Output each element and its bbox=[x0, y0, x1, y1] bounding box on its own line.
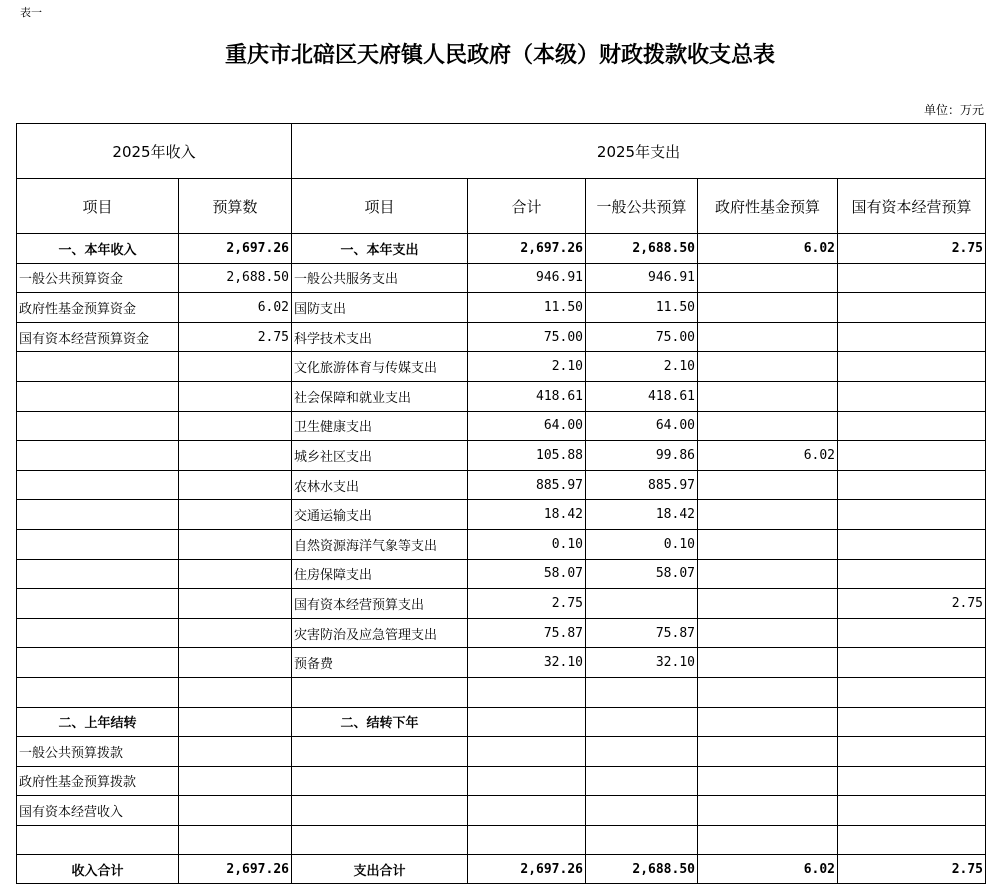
expense-group-header: 2025年支出 bbox=[292, 124, 986, 179]
table-row bbox=[17, 234, 986, 264]
state-capital-cell bbox=[838, 825, 986, 855]
expense-item-cell bbox=[292, 737, 468, 767]
expense-item-cell: 二、结转下年 bbox=[292, 707, 468, 737]
fund-budget-cell bbox=[698, 796, 838, 826]
expense-item-cell: 一般公共服务支出 bbox=[292, 263, 468, 293]
state-capital-cell bbox=[838, 648, 986, 678]
fund-budget-cell: 6.02 bbox=[698, 234, 838, 264]
expense-item-cell: 农林水支出 bbox=[292, 470, 468, 500]
state-capital-cell bbox=[838, 352, 986, 382]
fund-budget-cell bbox=[698, 411, 838, 441]
total-income-item-cell: 收入合计 bbox=[17, 855, 179, 884]
table-row bbox=[17, 352, 986, 382]
expense-item-cell: 预备费 bbox=[292, 648, 468, 678]
general-budget-cell: 418.61 bbox=[586, 381, 698, 411]
income-budget-cell bbox=[179, 648, 292, 678]
income-budget-cell bbox=[179, 796, 292, 826]
fund-budget-cell bbox=[698, 589, 838, 619]
income-item-cell: 一、本年收入 bbox=[17, 234, 179, 264]
fund-budget-cell bbox=[698, 381, 838, 411]
income-group-header: 2025年收入 bbox=[17, 124, 292, 179]
total-general-budget-cell: 2,688.50 bbox=[586, 855, 698, 884]
expense-item-cell: 社会保障和就业支出 bbox=[292, 381, 468, 411]
income-item-cell: 二、上年结转 bbox=[17, 707, 179, 737]
expense-item-cell: 国防支出 bbox=[292, 293, 468, 323]
total-income-budget-cell: 2,697.26 bbox=[179, 855, 292, 884]
table-row bbox=[17, 559, 986, 589]
fund-budget-cell bbox=[698, 322, 838, 352]
income-item-cell bbox=[17, 677, 179, 707]
fund-budget-cell bbox=[698, 677, 838, 707]
total-cell: 885.97 bbox=[468, 470, 586, 500]
table-row bbox=[17, 737, 986, 767]
total-state-capital-cell: 2.75 bbox=[838, 855, 986, 884]
total-cell: 105.88 bbox=[468, 441, 586, 471]
expense-item-cell: 城乡社区支出 bbox=[292, 441, 468, 471]
expense-item-cell: 科学技术支出 bbox=[292, 322, 468, 352]
state-capital-cell bbox=[838, 263, 986, 293]
fund-budget-cell bbox=[698, 500, 838, 530]
state-capital-cell bbox=[838, 441, 986, 471]
state-capital-header: 国有资本经营预算 bbox=[838, 179, 986, 234]
fund-budget-cell bbox=[698, 618, 838, 648]
total-cell: 2.10 bbox=[468, 352, 586, 382]
state-capital-cell bbox=[838, 293, 986, 323]
general-budget-cell: 64.00 bbox=[586, 411, 698, 441]
income-item-cell: 一般公共预算资金 bbox=[17, 263, 179, 293]
income-budget-cell bbox=[179, 500, 292, 530]
general-budget-cell: 885.97 bbox=[586, 470, 698, 500]
fund-budget-cell bbox=[698, 293, 838, 323]
expense-item-cell bbox=[292, 766, 468, 796]
table-row bbox=[17, 648, 986, 678]
general-budget-cell: 11.50 bbox=[586, 293, 698, 323]
table-row bbox=[17, 529, 986, 559]
income-item-cell: 政府性基金预算资金 bbox=[17, 293, 179, 323]
income-item-cell bbox=[17, 618, 179, 648]
income-budget-cell bbox=[179, 618, 292, 648]
general-budget-cell: 58.07 bbox=[586, 559, 698, 589]
total-cell bbox=[468, 766, 586, 796]
income-item-header: 项目 bbox=[17, 179, 179, 234]
expense-item-cell: 自然资源海洋气象等支出 bbox=[292, 529, 468, 559]
total-cell bbox=[468, 737, 586, 767]
income-item-cell bbox=[17, 441, 179, 471]
total-cell: 0.10 bbox=[468, 529, 586, 559]
income-budget-cell bbox=[179, 381, 292, 411]
income-budget-cell: 2,697.26 bbox=[179, 234, 292, 264]
state-capital-cell bbox=[838, 529, 986, 559]
expense-item-cell bbox=[292, 796, 468, 826]
income-budget-cell: 2.75 bbox=[179, 322, 292, 352]
income-item-cell bbox=[17, 411, 179, 441]
expense-item-cell: 文化旅游体育与传媒支出 bbox=[292, 352, 468, 382]
table-tag: 表一 bbox=[20, 6, 42, 19]
expense-item-cell: 住房保障支出 bbox=[292, 559, 468, 589]
fund-budget-cell bbox=[698, 470, 838, 500]
expense-item-cell bbox=[292, 677, 468, 707]
state-capital-cell bbox=[838, 677, 986, 707]
expense-item-cell: 一、本年支出 bbox=[292, 234, 468, 264]
general-budget-cell bbox=[586, 737, 698, 767]
total-total-cell: 2,697.26 bbox=[468, 855, 586, 884]
header-row-columns bbox=[17, 179, 986, 234]
fund-budget-cell bbox=[698, 559, 838, 589]
unit-label: 单位：万元 bbox=[923, 103, 984, 117]
income-budget-cell bbox=[179, 470, 292, 500]
expense-item-cell: 卫生健康支出 bbox=[292, 411, 468, 441]
table-row bbox=[17, 470, 986, 500]
income-budget-cell bbox=[179, 529, 292, 559]
expense-item-cell: 灾害防治及应急管理支出 bbox=[292, 618, 468, 648]
table-row bbox=[17, 589, 986, 619]
income-item-cell bbox=[17, 352, 179, 382]
table-row bbox=[17, 796, 986, 826]
total-fund-budget-cell: 6.02 bbox=[698, 855, 838, 884]
total-cell bbox=[468, 707, 586, 737]
income-item-cell bbox=[17, 825, 179, 855]
income-budget-cell bbox=[179, 766, 292, 796]
general-budget-cell: 946.91 bbox=[586, 263, 698, 293]
state-capital-cell bbox=[838, 411, 986, 441]
table-row bbox=[17, 500, 986, 530]
state-capital-cell: 2.75 bbox=[838, 234, 986, 264]
income-budget-header: 预算数 bbox=[179, 179, 292, 234]
general-budget-cell: 2.10 bbox=[586, 352, 698, 382]
general-budget-header: 一般公共预算 bbox=[586, 179, 698, 234]
general-budget-cell: 75.00 bbox=[586, 322, 698, 352]
total-cell: 2.75 bbox=[468, 589, 586, 619]
general-budget-cell bbox=[586, 589, 698, 619]
income-budget-cell bbox=[179, 441, 292, 471]
fund-budget-cell bbox=[698, 737, 838, 767]
general-budget-cell bbox=[586, 707, 698, 737]
table-row bbox=[17, 707, 986, 737]
income-item-cell: 政府性基金预算拨款 bbox=[17, 766, 179, 796]
table-row bbox=[17, 293, 986, 323]
general-budget-cell bbox=[586, 796, 698, 826]
total-cell bbox=[468, 825, 586, 855]
fund-budget-header: 政府性基金预算 bbox=[698, 179, 838, 234]
fund-budget-cell bbox=[698, 766, 838, 796]
state-capital-cell bbox=[838, 618, 986, 648]
state-capital-cell bbox=[838, 737, 986, 767]
fund-budget-cell bbox=[698, 648, 838, 678]
state-capital-cell bbox=[838, 322, 986, 352]
fund-budget-cell bbox=[698, 352, 838, 382]
general-budget-cell: 99.86 bbox=[586, 441, 698, 471]
total-cell bbox=[468, 677, 586, 707]
income-item-cell: 一般公共预算拨款 bbox=[17, 737, 179, 767]
total-cell bbox=[468, 796, 586, 826]
income-item-cell bbox=[17, 381, 179, 411]
income-budget-cell: 2,688.50 bbox=[179, 263, 292, 293]
total-cell: 58.07 bbox=[468, 559, 586, 589]
fund-budget-cell bbox=[698, 825, 838, 855]
general-budget-cell: 75.87 bbox=[586, 618, 698, 648]
income-item-cell: 国有资本经营预算资金 bbox=[17, 322, 179, 352]
table-row bbox=[17, 411, 986, 441]
income-item-cell bbox=[17, 648, 179, 678]
state-capital-cell bbox=[838, 500, 986, 530]
general-budget-cell bbox=[586, 766, 698, 796]
total-cell: 75.87 bbox=[468, 618, 586, 648]
state-capital-cell bbox=[838, 470, 986, 500]
general-budget-cell: 2,688.50 bbox=[586, 234, 698, 264]
table-row bbox=[17, 441, 986, 471]
income-budget-cell bbox=[179, 707, 292, 737]
income-budget-cell bbox=[179, 411, 292, 441]
total-cell: 946.91 bbox=[468, 263, 586, 293]
budget-table bbox=[16, 123, 986, 884]
general-budget-cell: 18.42 bbox=[586, 500, 698, 530]
total-expense-item-cell: 支出合计 bbox=[292, 855, 468, 884]
income-item-cell bbox=[17, 529, 179, 559]
fund-budget-cell bbox=[698, 707, 838, 737]
header-row-groups bbox=[17, 124, 986, 179]
total-header: 合计 bbox=[468, 179, 586, 234]
table-row bbox=[17, 766, 986, 796]
table-row bbox=[17, 677, 986, 707]
state-capital-cell bbox=[838, 381, 986, 411]
fund-budget-cell: 6.02 bbox=[698, 441, 838, 471]
fund-budget-cell bbox=[698, 529, 838, 559]
total-cell: 11.50 bbox=[468, 293, 586, 323]
total-cell: 64.00 bbox=[468, 411, 586, 441]
income-item-cell bbox=[17, 559, 179, 589]
total-cell: 75.00 bbox=[468, 322, 586, 352]
state-capital-cell bbox=[838, 559, 986, 589]
table-row bbox=[17, 263, 986, 293]
table-row bbox=[17, 381, 986, 411]
page-title: 重庆市北碚区天府镇人民政府（本级）财政拨款收支总表 bbox=[224, 42, 775, 68]
income-budget-cell: 6.02 bbox=[179, 293, 292, 323]
income-budget-cell bbox=[179, 677, 292, 707]
state-capital-cell bbox=[838, 707, 986, 737]
income-item-cell bbox=[17, 500, 179, 530]
income-item-cell bbox=[17, 470, 179, 500]
state-capital-cell bbox=[838, 796, 986, 826]
general-budget-cell bbox=[586, 677, 698, 707]
total-cell: 2,697.26 bbox=[468, 234, 586, 264]
income-item-cell: 国有资本经营收入 bbox=[17, 796, 179, 826]
total-cell: 18.42 bbox=[468, 500, 586, 530]
expense-item-cell: 国有资本经营预算支出 bbox=[292, 589, 468, 619]
table-row bbox=[17, 322, 986, 352]
general-budget-cell bbox=[586, 825, 698, 855]
income-budget-cell bbox=[179, 559, 292, 589]
totals-row bbox=[17, 855, 986, 884]
total-cell: 32.10 bbox=[468, 648, 586, 678]
general-budget-cell: 32.10 bbox=[586, 648, 698, 678]
income-item-cell bbox=[17, 589, 179, 619]
general-budget-cell: 0.10 bbox=[586, 529, 698, 559]
total-cell: 418.61 bbox=[468, 381, 586, 411]
table-row bbox=[17, 618, 986, 648]
expense-item-cell bbox=[292, 825, 468, 855]
table-row bbox=[17, 825, 986, 855]
state-capital-cell bbox=[838, 766, 986, 796]
expense-item-header: 项目 bbox=[292, 179, 468, 234]
income-budget-cell bbox=[179, 352, 292, 382]
expense-item-cell: 交通运输支出 bbox=[292, 500, 468, 530]
fund-budget-cell bbox=[698, 263, 838, 293]
income-budget-cell bbox=[179, 589, 292, 619]
income-budget-cell bbox=[179, 825, 292, 855]
state-capital-cell: 2.75 bbox=[838, 589, 986, 619]
income-budget-cell bbox=[179, 737, 292, 767]
